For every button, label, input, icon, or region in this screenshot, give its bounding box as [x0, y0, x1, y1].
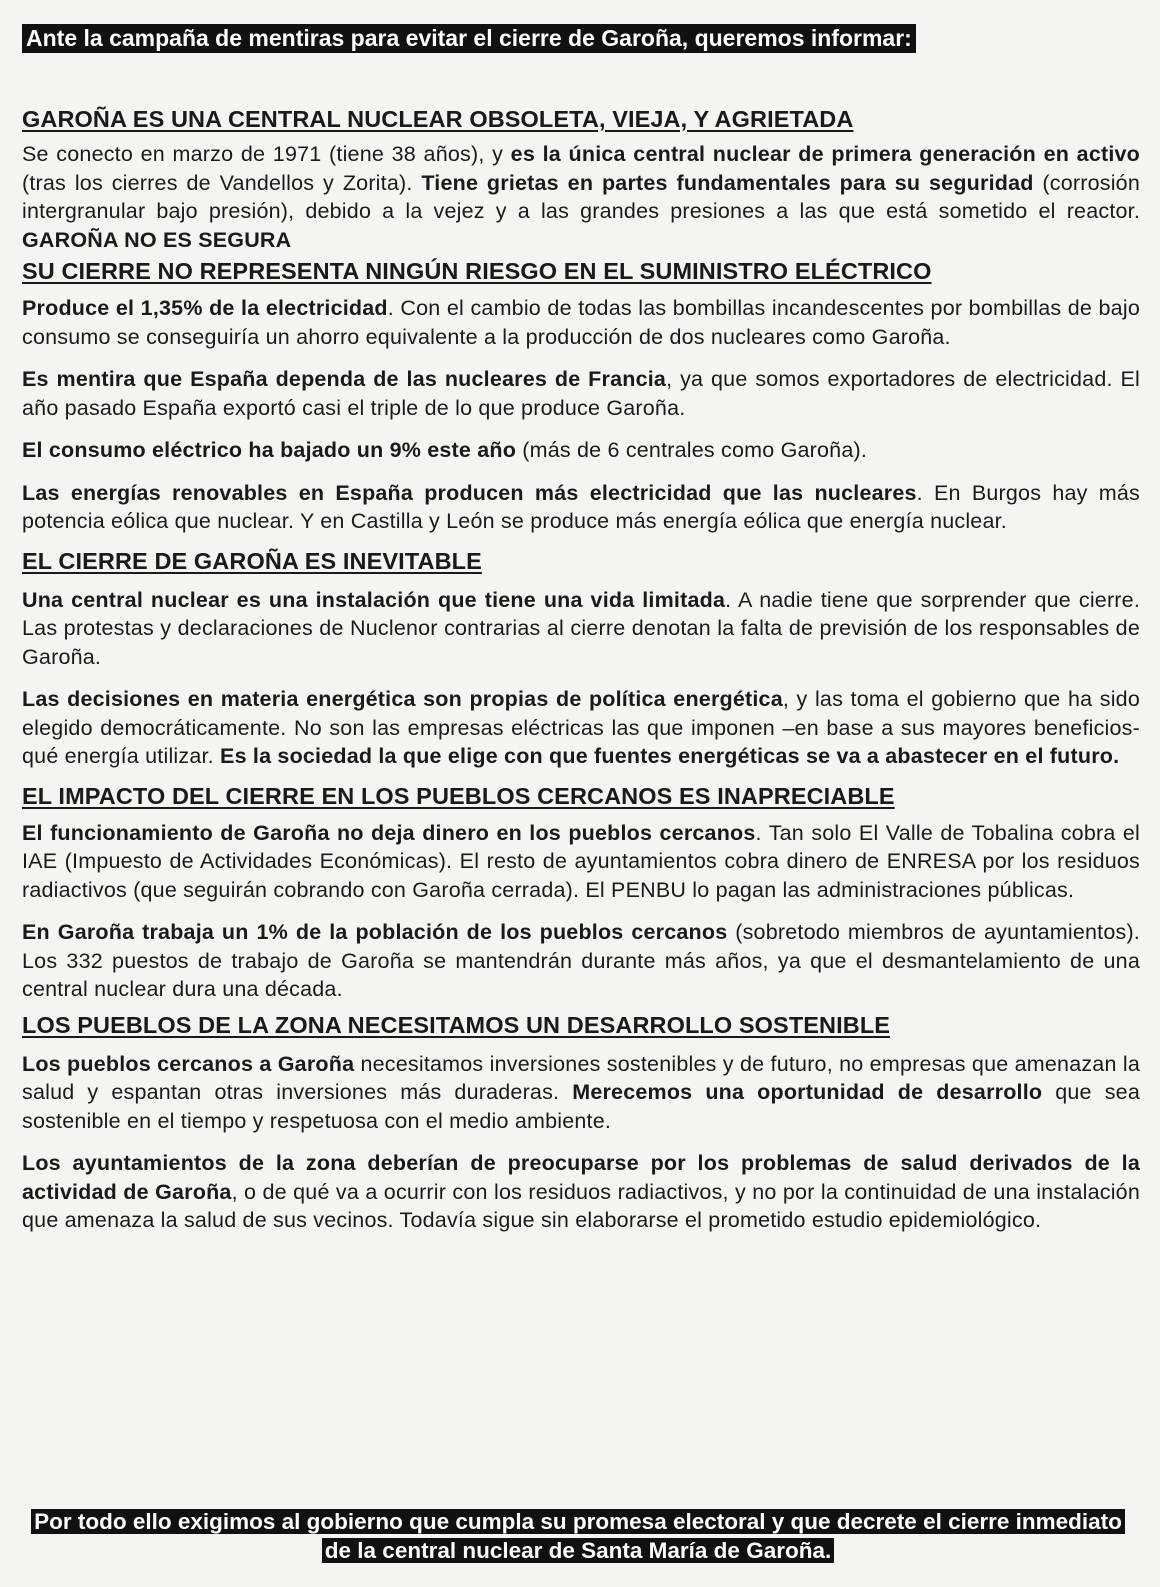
paragraph-inversiones: Los pueblos cercanos a Garoña necesitamos inversiones sostenibles y de futuro, no empresas que amenazan la salud y espantan otras inversiones más duraderas. Merecemos una oportunidad de desarrollo que sea sostenible en el tiempo y respetuosa con el medio ambiente.: [22, 1051, 1140, 1133]
paragraph-electricidad: Produce el 1,35% de la electricidad. Con el cambio de todas las bombillas incandescentes por bombillas de bajo consumo se conseguiría un ahorro equivalente a la producción de dos nucleares como Garoña.: [22, 296, 1140, 349]
paragraph-trabajo: En Garoña trabaja un 1% de la población de los pueblos cercanos (sobretodo miembros de ayuntamientos). Los 332 puestos de trabajo de Garoña se mantendrán durante más años, ya que el desmantelamiento de una central nuclear dura una década.: [22, 920, 1140, 1001]
section-heading-impacto: EL IMPACTO DEL CIERRE EN LOS PUEBLOS CERCANOS ES INAPRECIABLE: [22, 782, 895, 809]
paragraph-francia: Es mentira que España dependa de las nucleares de Francia, ya que somos exportadores de electricidad. El año pasado España exportó casi el triple de lo que produce Garoña.: [22, 367, 1141, 420]
paragraph-conexion: Se conecto en marzo de 1971 (tiene 38 años), y es la única central nuclear de primera generación en activo (tras los cierres de Vandellos y Zorita). Tiene grietas en partes fundamentales para su seguridad (corrosión intergranular bajo presión), debido a la vejez y a las grandes presiones a las que está sometido el reactor. GAROÑA NO ES SEGURA: [22, 142, 1141, 252]
footer-banner: [18, 1507, 1138, 1565]
flyer-document: [22, 24, 1140, 1235]
header-banner: Ante la campaña de mentiras para evitar el cierre de Garoña, queremos informar:: [22, 24, 916, 53]
paragraph-politica: Las decisiones en materia energética son propias de política energética, y las toma el gobierno que ha sido elegido democráticamente. No son las empresas eléctricas las que imponen –en base a sus mayores beneficios- qué energía utilizar. Es la sociedad la que elige con que fuentes energéticas se va a abastecer en el futuro.: [22, 687, 1140, 768]
paragraph-renovables: Las energías renovables en España producen más electricidad que las nucleares. En Burgos hay más potencia eólica que nuclear. Y en Castilla y León se produce más energía eólica que energía nuclear.: [22, 480, 1140, 533]
paragraph-funcionamiento: El funcionamiento de Garoña no deja dinero en los pueblos cercanos. Tan solo El Valle de Tobalina cobra el IAE (Impuesto de Actividades Económicas). El resto de ayuntamientos cobra dinero de ENRESA por los residuos radiactivos (que seguirán cobrando con Garoña cerrada). El PENBU lo pagan las administraciones públicas.: [22, 820, 1140, 902]
footer-banner-text: Por todo ello exigimos al gobierno que cumpla su promesa electoral y que decrete el cierre inmediato de la central nuclear de Santa María de Garoña.: [31, 1509, 1125, 1563]
section-heading-desarrollo: LOS PUEBLOS DE LA ZONA NECESITAMOS UN DESARROLLO SOSTENIBLE: [22, 1011, 891, 1038]
paragraph-vida-limitada: Una central nuclear es una instalación que tiene una vida limitada. A nadie tiene que sorprender que cierre. Las protestas y declaraciones de Nuclenor contrarias al cierre denotan la falta de previsión de los responsables de Garoña.: [22, 587, 1140, 669]
section-heading-obsoleta: GAROÑA ES UNA CENTRAL NUCLEAR OBSOLETA, VIEJA, Y AGRIETADA: [22, 106, 854, 132]
paragraph-consumo: El consumo eléctrico ha bajado un 9% este año (más de 6 centrales como Garoña).: [22, 438, 868, 462]
section-heading-inevitable: EL CIERRE DE GAROÑA ES INEVITABLE: [22, 547, 482, 574]
paragraph-ayuntamientos: Los ayuntamientos de la zona deberían de preocuparse por los problemas de salud derivados de la actividad de Garoña, o de qué va a ocurrir con los residuos radiactivos, y no por la continuidad de una instalación que amenaza la salud de sus vecinos. Todavía sigue sin elaborarse el prometido estudio epidemiológico.: [22, 1151, 1140, 1232]
section-heading-suministro: SU CIERRE NO REPRESENTA NINGÚN RIESGO EN EL SUMINISTRO ELÉCTRICO: [22, 258, 932, 284]
